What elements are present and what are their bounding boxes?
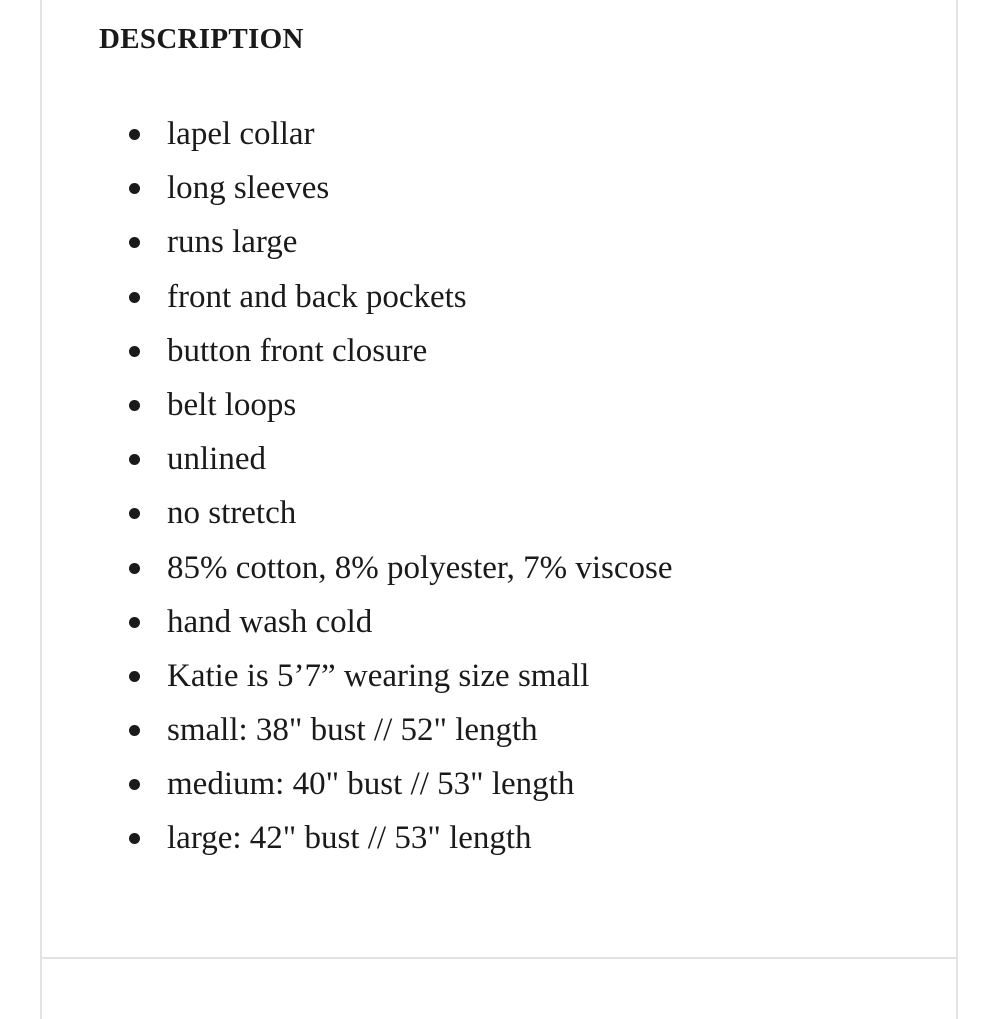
next-section-panel	[40, 959, 958, 1019]
list-item-text: no stretch	[167, 495, 297, 532]
description-heading: DESCRIPTION	[99, 23, 304, 55]
list-item-text: button front closure	[167, 332, 428, 369]
list-item-text: unlined	[167, 441, 266, 478]
list-item-text: medium: 40" bust // 53" length	[167, 766, 575, 803]
list-item-text: large: 42" bust // 53" length	[167, 820, 532, 857]
list-item-text: runs large	[167, 224, 298, 261]
bullet-icon	[129, 725, 140, 736]
bullet-icon	[129, 400, 140, 411]
bullet-icon	[129, 292, 140, 303]
bullet-icon	[129, 129, 140, 140]
list-item-text: front and back pockets	[167, 278, 467, 315]
bullet-icon	[129, 617, 140, 628]
bullet-icon	[129, 563, 140, 574]
list-item-text: hand wash cold	[167, 603, 373, 640]
list-item-text: long sleeves	[167, 170, 330, 207]
list-item-text: 85% cotton, 8% polyester, 7% viscose	[167, 549, 673, 586]
list-item-text: belt loops	[167, 386, 297, 423]
list-item-text: lapel collar	[167, 116, 315, 152]
list-item-text: Katie is 5’7” wearing size small	[167, 657, 590, 694]
list-item-text: small: 38" bust // 52" length	[167, 712, 538, 749]
bullet-icon	[129, 346, 140, 357]
bullet-icon	[129, 671, 140, 682]
